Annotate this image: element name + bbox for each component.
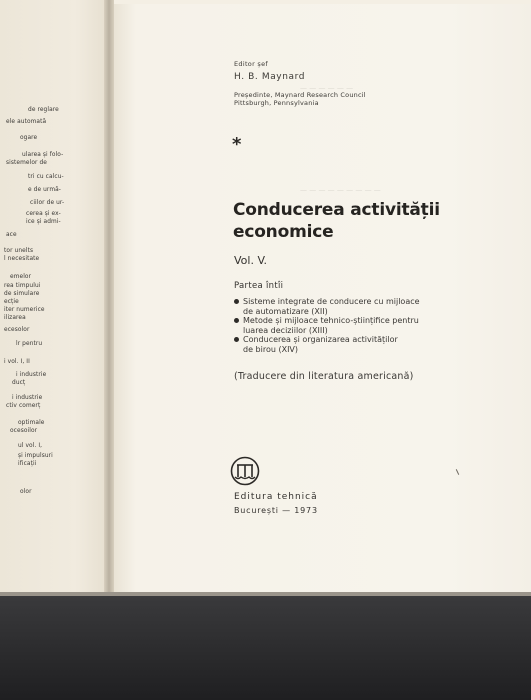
left-page-text-fragment: i industrie bbox=[16, 370, 47, 378]
left-page-text-fragment: i industrie bbox=[12, 393, 43, 401]
book-title-line1: Conducerea activității bbox=[233, 200, 440, 220]
book-cover bbox=[0, 596, 531, 700]
editor-label: Editor șef bbox=[234, 60, 268, 68]
editor-block bbox=[234, 60, 366, 107]
part-label: Partea întîi bbox=[234, 281, 284, 291]
left-page-text-fragment: de simulare bbox=[4, 289, 40, 297]
left-page-text-fragment: l necesitate bbox=[4, 254, 40, 262]
left-page-text-fragment: ctiv comerț bbox=[6, 401, 41, 409]
left-page-text-fragment: e de urmă- bbox=[28, 185, 62, 193]
publisher-logo-icon bbox=[230, 456, 260, 486]
left-page-text-fragment: ogare bbox=[20, 133, 38, 141]
bullet-icon bbox=[234, 318, 239, 323]
asterisk-ornament: * bbox=[232, 134, 242, 155]
show-through-text: — — — — — — bbox=[300, 84, 354, 92]
contents-item bbox=[234, 316, 494, 335]
bullet-icon bbox=[234, 299, 239, 304]
left-page-text-fragment: iter numerice bbox=[4, 305, 45, 313]
left-page-text-fragment: i vol. I, II bbox=[4, 357, 30, 365]
left-page-text-fragment: tri cu calcu- bbox=[28, 172, 64, 180]
left-page-text-fragment: ace bbox=[6, 230, 17, 238]
contents-item-text: Metode și mijloace tehnico-științifice pentru luarea deciziilor (XIII) bbox=[243, 316, 419, 335]
left-page-text-fragment: ducț bbox=[12, 378, 26, 386]
book-title bbox=[233, 199, 440, 243]
left-page-text-fragment: ularea și folo- bbox=[22, 150, 64, 158]
contents-item bbox=[234, 297, 494, 316]
left-page-text-fragment: ele automată bbox=[6, 117, 47, 125]
left-page-text-fragment: ificații bbox=[18, 459, 37, 467]
show-through-text: — — — — — — — — — bbox=[300, 186, 381, 194]
left-page-text-fragment: tor unelts bbox=[4, 246, 34, 254]
volume-label: Vol. V. bbox=[234, 254, 268, 267]
left-page-text-fragment: și impulsuri bbox=[18, 451, 53, 459]
left-page-text-fragment: emelor bbox=[10, 272, 32, 280]
publisher-name: Editura tehnică bbox=[234, 492, 318, 502]
left-page-text-fragment: rea timpului bbox=[4, 281, 41, 289]
left-page-text-fragment: ecție bbox=[4, 297, 19, 305]
book-gutter bbox=[104, 0, 114, 594]
left-page-text-fragment: olor bbox=[20, 487, 32, 495]
contents-item-text: Conducerea și organizarea activităților de birou (XIV) bbox=[243, 335, 398, 354]
left-page-text-fragment: optimale bbox=[18, 418, 45, 426]
left-page-text-fragment: lr pentru bbox=[16, 339, 43, 347]
editor-name: H. B. Maynard bbox=[234, 72, 306, 82]
contents-item bbox=[234, 335, 494, 354]
contents-item-text: Sisteme integrate de conducere cu mijloace de automatizare (XII) bbox=[243, 297, 420, 316]
left-page-text-fragment: ul vol. I, bbox=[18, 441, 43, 449]
left-page-text-fragment: sistemelor de bbox=[6, 158, 47, 166]
bullet-icon bbox=[234, 337, 239, 342]
left-page-text-fragment: ice și admi- bbox=[26, 217, 61, 225]
left-page-text-fragment: cerea și ex- bbox=[26, 209, 61, 217]
editor-city: Pittsburgh, Pennsylvania bbox=[234, 99, 319, 107]
contents-list bbox=[234, 297, 494, 354]
translation-note: (Traducere din literatura americană) bbox=[234, 371, 414, 382]
left-page-text-fragment: de reglare bbox=[28, 105, 59, 113]
editor-role: Președinte, Maynard Research Council bbox=[234, 91, 366, 99]
book-title-line2: economice bbox=[233, 222, 334, 242]
left-page bbox=[0, 0, 108, 594]
left-page-text-fragment: ocesoilor bbox=[10, 426, 38, 434]
left-page-text-fragment: ilizarea bbox=[4, 313, 26, 321]
left-page-text-fragment: ecesolor bbox=[4, 325, 30, 333]
publication-place-year: București — 1973 bbox=[234, 506, 318, 515]
left-page-text-fragment: ciilor de ur- bbox=[30, 198, 65, 206]
